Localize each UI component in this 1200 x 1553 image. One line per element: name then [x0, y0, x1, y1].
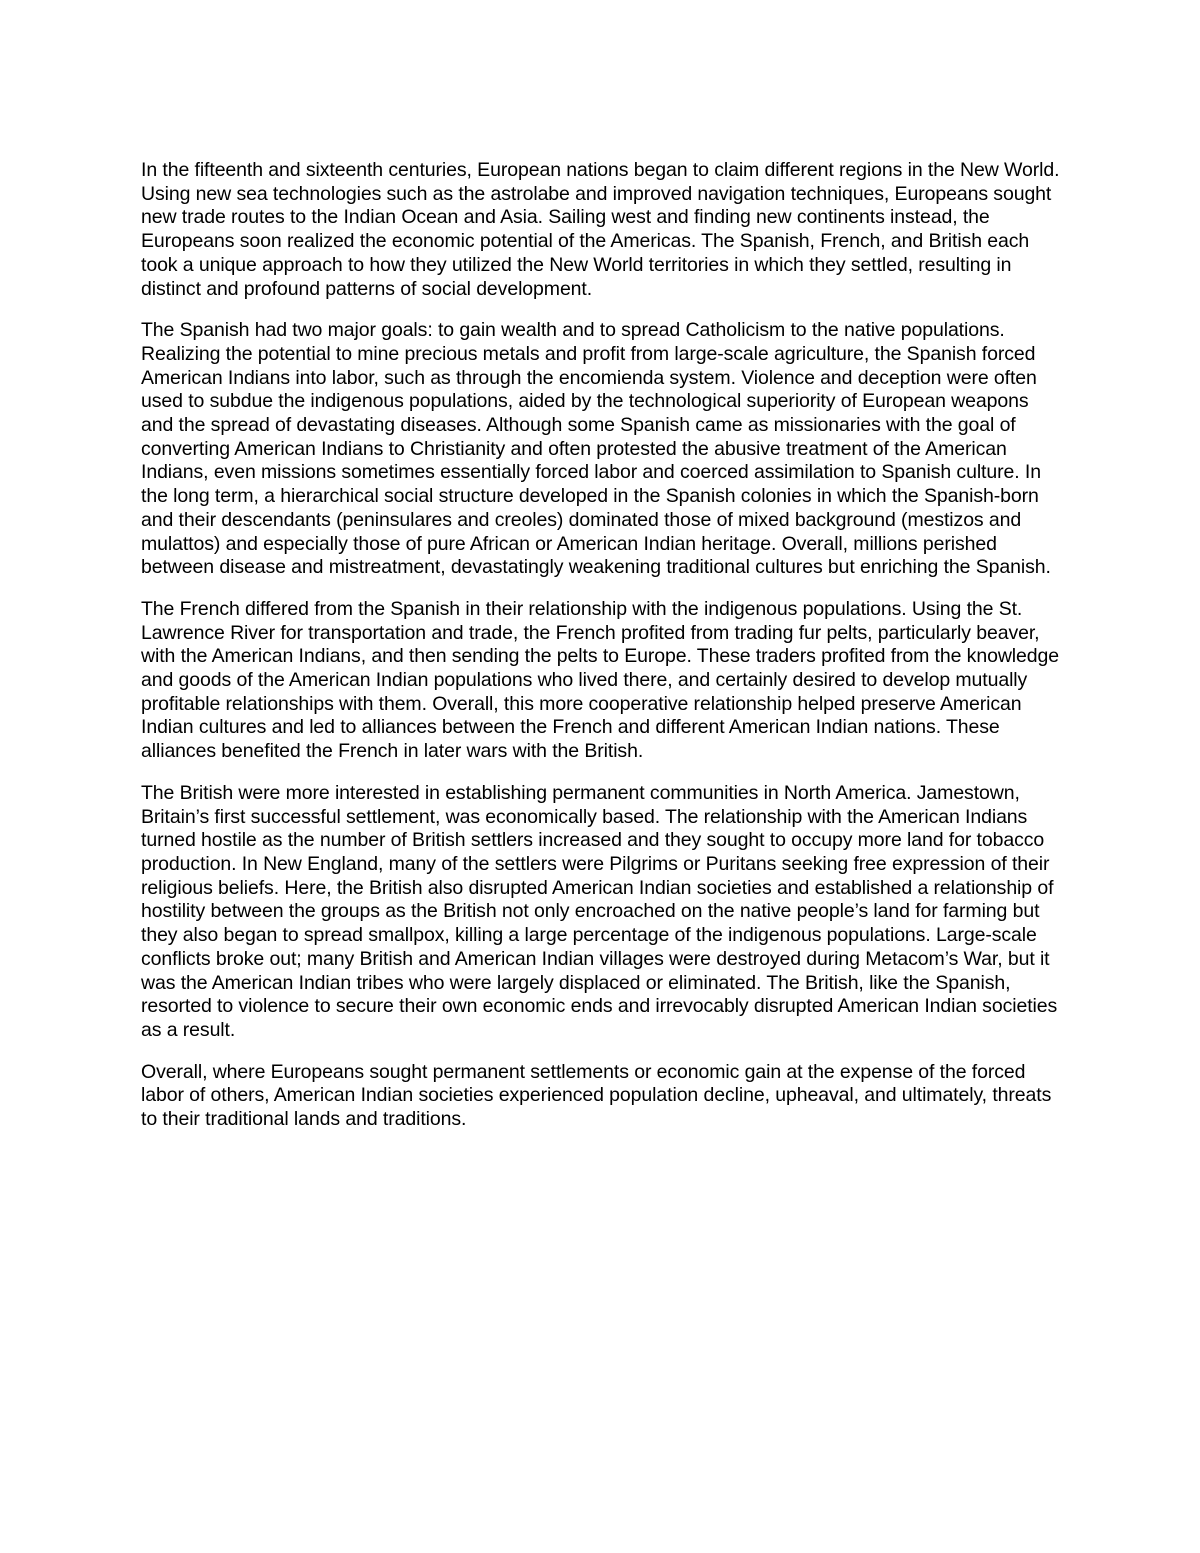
paragraph-british: The British were more interested in establishing permanent communities in North America. Jamestown, Britain’s first successful settlement, was economically based. The relationship with the American Indians turned hostile as the number of British settlers increased and they sought to occupy more land for tobacco production. In New England, many of the settlers were Pilgrims or Puritans seeking free expression of their religious beliefs. Here, the British also disrupted American Indian societies and established a relationship of hostility between the groups as the British not only encroached on the native people’s land for farming but they also began to spread smallpox, killing a large percentage of the indigenous populations. Large-scale conflicts broke out; many British and American Indian villages were destroyed during Metacom’s War, but it was the American Indian tribes who were largely displaced or eliminated. The British, like the Spanish, resorted to violence to secure their own economic ends and irrevocably disrupted American Indian societies as a result.: [141, 781, 1058, 1041]
document-body: [141, 159, 1066, 1150]
paragraph-conclusion: Overall, where Europeans sought permanent settlements or economic gain at the expense of the forced labor of others, American Indian societies experienced population decline, upheaval, and ultimately, threats to their traditional lands and traditions.: [141, 1060, 1052, 1131]
paragraph-french: The French differed from the Spanish in their relationship with the indigenous populations. Using the St. Lawrence River for transportation and trade, the French profited from trading fur pelts, particularly beaver, with the American Indians, and then sending the pelts to Europe. These traders profited from the knowledge and goods of the American Indian populations who lived there, and certainly desired to develop mutually profitable relationships with them. Overall, this more cooperative relationship helped preserve American Indian cultures and led to alliances between the French and different American Indian nations. These alliances benefited the French in later wars with the British.: [141, 597, 1060, 763]
paragraph-introduction: In the fifteenth and sixteenth centuries, European nations began to claim different regions in the New World. Using new sea technologies such as the astrolabe and improved navigation techniques, Europeans sought new trade routes to the Indian Ocean and Asia. Sailing west and finding new continents instead, the Europeans soon realized the economic potential of the Americas. The Spanish, French, and British each took a unique approach to how they utilized the New World territories in which they settled, resulting in distinct and profound patterns of social development.: [141, 159, 1060, 300]
paragraph-spanish: The Spanish had two major goals: to gain wealth and to spread Catholicism to the native populations. Realizing the potential to mine precious metals and profit from large-scale agriculture, the Spanish forced American Indians into labor, such as through the encomienda system. Violence and deception were often used to subdue the indigenous populations, aided by the technological superiority of European weapons and the spread of devastating diseases. Although some Spanish came as missionaries with the goal of converting American Indians to Christianity and often protested the abusive treatment of the American Indians, even missions sometimes essentially forced labor and coerced assimilation to Spanish culture. In the long term, a hierarchical social structure developed in the Spanish colonies in which the Spanish-born and their descendants (peninsulares and creoles) dominated those of mixed background (mestizos and mulattos) and especially those of pure African or American Indian heritage. Overall, millions perished between disease and mistreatment, devastatingly weakening traditional cultures but enriching the Spanish.: [141, 319, 1051, 579]
